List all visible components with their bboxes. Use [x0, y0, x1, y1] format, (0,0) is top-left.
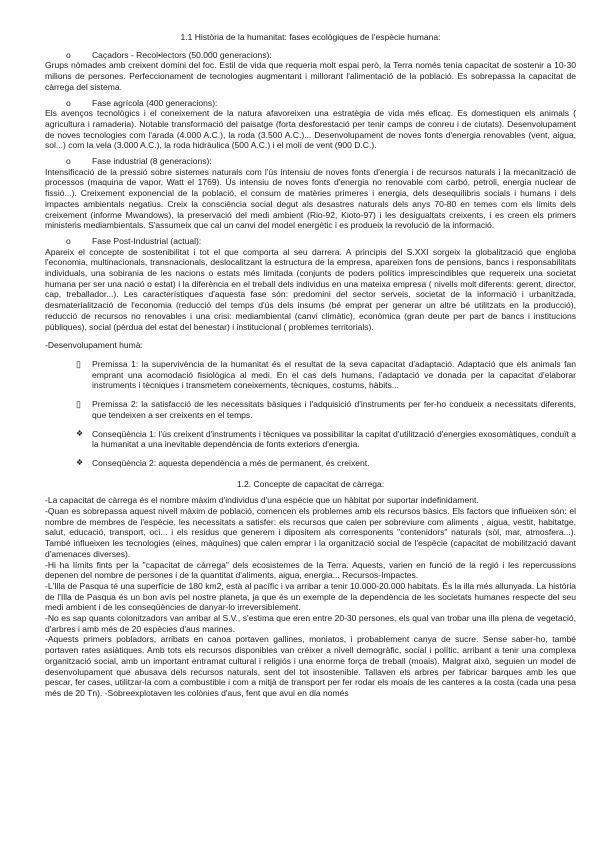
phase-heading-label: Caçadors - Recol•lectors (50.000 generacions):	[92, 49, 272, 60]
consequence-text: Conseqüència 2: aquesta dependència a més de permanent, és creixent.	[92, 457, 370, 468]
phase-section	[45, 98, 576, 152]
development-heading: -Desenvolupament humà:	[45, 340, 143, 351]
bullet-marker: o	[66, 235, 71, 246]
diamond-bullet-icon: ❖	[76, 428, 84, 438]
phase-heading-label: Fase Post-Industrial (actual):	[92, 235, 202, 246]
section-title-capacity: 1.2. Concepte de capacitat de càrrega:	[236, 478, 385, 489]
phase-heading-label: Fase agrícola (400 generacions):	[92, 97, 218, 108]
premise-item	[45, 399, 576, 420]
phase-section	[45, 156, 576, 231]
phase-section	[45, 50, 576, 93]
phase-section	[45, 236, 576, 332]
phase-heading	[45, 50, 576, 61]
diamond-bullet-icon: ❖	[76, 457, 84, 467]
premise-text: Premissa 2: la satisfacció de les necessitats bàsiques i l'adquisició d'instruments per fer-ho condueix a necessitats diferents, que tendeixen a ser creixents en el temps.	[92, 399, 576, 420]
phase-paragraph: Apareix el concepte de sostenibilitat i tot el que comporta al seu darrera. A principis del S.XXI sorgeix la globalització que engloba l'economia, multinacionals, transnacionals, deslocalitzant la estructura de la empresa, apareixen fons de pensions, bancs i responsabilitats individuals, una sobirania de les nacions o estats més limitada (conjunts de poders polítics imprescindibles que requereix una societat humana per ser una nació o estat) i la diferència en el treball dels individus en una mateixa empresa ( nivells molt diferents: gerent, director, cap, treballador...). Les característiques d'aquesta fase són: predomini del sector serveis, societat de la informació i urbanitzada, desmaterialització de l'economia (reducció del temps d'ús dels insums (bé emprat per generar un altre bé utilitzats en la producció), reducció de recursos no renovables i una crisi: mediambiental (canvi climàtic), econòmica (gran deute per part de bancs i institucions públiques), social (pèrdua del estat del benestar) i institucional ( problemes territorials).	[45, 246, 576, 332]
phase-heading	[45, 236, 576, 247]
capacity-paragraph: -No es sap quants colonitzadors van arribar al S.V., s'estima que eren entre 20-30 persones, els qual van trobar una illa plena de vegetació, d'arbres i amb més de 20 espècies d'aus marines.	[45, 613, 576, 634]
capacity-paragraph: -L'Illa de Pasqua té una superfície de 180 km2, està al pacífic i va arribar a tenir 10.000-20.000 habitats. És la illa més allunyada. La història de l'Illa de Pasqua és un bon avís pel nostre planeta, ja que és un exemple de la dependència de les societats humanes respecte del seu medi ambient i de les conseqüències de danyar-lo irreversiblement.	[45, 580, 576, 613]
bullet-marker: o	[66, 49, 71, 60]
capacity-paragraph: -Aquests primers pobladors, arribats en canoa portaven gallines, moniatos, i probablement canya de sucre. Sense saber-ho, també portaven rates asiàtiques. Amb tots els recursos disponibles van créixer a nivell demogràfic, social i polític, arribant a tenir una complexa organització social, amb un important entramat cultural i religiós i una enorme força de treball (moais). Malgrat això, seguien un model de desenvolupament que abusava dels recursos naturals, sent del tot insostenible. Tallaven els arbres per fabricar barques amb les que pescar, fer cases, utilitzar-la com a combustible i com a mitjà de transport per fer rodar els moais de les canteres a la costa (cada una pesa més de 20 Tn). -Sobreexplotaven les colònies d'aus, fent que avui en dia només	[45, 634, 576, 698]
phase-heading-label: Fase industrial (8 generacions):	[92, 156, 212, 167]
premise-text: Premissa 1: la supervivència de la humanitat és el resultat de la seva capacitat d'adaptació. Adaptació que els animals fan emprant una acomodació fisiològica al medi. En el cas dels humans, l'adaptació ve donada per la capacitat d'elaborar instruments i tècniques i transmetem coneixements, tècniques, costums, hàbits...	[92, 358, 576, 391]
phase-heading	[45, 156, 576, 167]
consequence-item	[45, 429, 576, 450]
capacity-paragraph: -La capacitat de càrrega és el nombre màxim d'individus d'una espècie que un hàbitat por suportar indefinidament.	[45, 495, 479, 506]
checkbox-icon: ▯	[76, 358, 81, 369]
capacity-paragraph: -Quan es sobrepassa aquest nivell màxim de població, comencen els problemes amb els recursos bàsics. Els factors que influeixen són: el nombre de membres de l'espècie, les necessitats a satisfer: els recursos que calen per sobreviure com aliments , aigua, vestit, habitatge, salut, educació, transport, oci... i els residus que generem i dipositem als corresponents "contenidors" naturals (sòl, mar, atmosfera...). També influeixen les tecnologies (eines, màquines) que calen emprar i la organització social de l'espècie (capacitat de mobilització davant d'amenaces diverses).	[45, 506, 576, 559]
phase-paragraph: Grups nòmades amb creixent domini del foc. Estil de vida que requeria molt espai però, la Terra només tenia capacitat de sostenir a 10-30 milions de persones. Perfeccionament de tecnologies augmentant i millorant l'alimentació de la població. Es sobrepassa la capacitat de càrrega del sistema.	[45, 60, 576, 92]
consequence-item	[45, 458, 576, 469]
capacity-paragraph: -Hi ha límits fints per la "capacitat de càrrega" dels ecosistemes de la Terra. Aquests, varien en funció de la regió i les repercussions depenen del nombre de persones i de la quantitat d'aliments, aigua, energia... Recursos-Impactes.	[45, 559, 576, 581]
bullet-marker: o	[66, 97, 71, 108]
consequence-text: Conseqüència 1: l'ús creixent d'instruments i tècniques va possibilitar la capitat d'utilització d'energies exosomàtiques, conduït a la humanitat a una inevitable dependència de fonts exteriors d'energia.	[92, 428, 576, 450]
section-title-history: 1.1 Història de la humanitat: fases ecològiques de l'espècie humana:	[180, 32, 441, 42]
checkbox-icon: ▯	[76, 399, 81, 410]
phase-heading	[45, 98, 576, 109]
phase-paragraph: Els avenços tecnològics i el coneixement de la natura afavoreixen una estratègia de vida més eficaç. Es domestiquen els animals ( agricultura i ramaderia). Notable transformació del paisatge (forta desforestació per tenir camps de conreu i de ciutats). Desenvolupament de noves tecnologies com l'arada (4.000 A.C.), la roda (3.500 A.C.)... Desenvolupament de noves fonts d'energia renovables (vent, aigua, sol...) com la vela (3.000 A.C.), la roda hidràulica (500 A.C.) i el molí de vent (900 D.C.).	[45, 108, 576, 151]
bullet-marker: o	[66, 156, 71, 167]
premise-item	[45, 359, 576, 391]
phase-paragraph: Intensificació de la pressió sobre sistemes naturals com l'ús intensiu de noves fonts d'energia i de recursos naturals i la mecanització de processos (maquina de vapor, Watt el 1769). Ús intensiu de noves fonts d'energia no renovable com carbó, petroli, energia nuclear de fissió...). Creixement exponencial de la població, el consum de matèries primeres i energia, dels desequilibris socials i humans i dels impactes ambientals negatius. Creix la consciència social degut als desastres naturals dels anys 70-80 en temes com els límits dels creixement (informe Mwandows), la preservació del medi ambient (Rio-92, Kioto-97) i les desigualtats creixents, i es creen els primers ministeris mediambientals. S'assumeix que cal un canvi del model energètic i es produeix la revolució de la informació.	[45, 166, 576, 231]
